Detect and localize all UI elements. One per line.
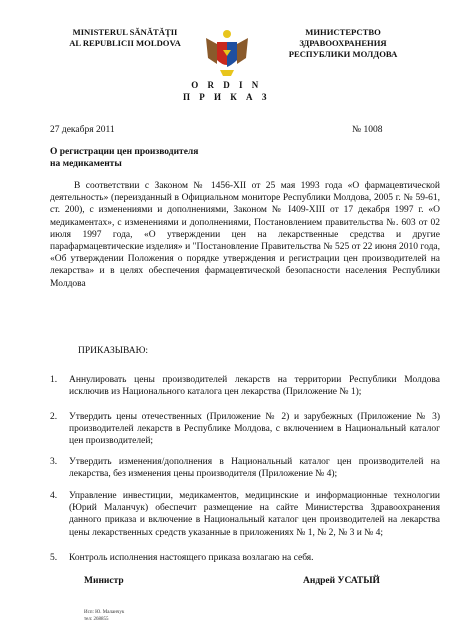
title-prikaz: П Р И К А З [182, 92, 271, 102]
document-date: 27 декабря 2011 [50, 125, 115, 135]
order-item [50, 490, 440, 539]
order-item [50, 456, 440, 480]
title-ordin: O R D I N [191, 80, 262, 90]
item-text: Контроль исполнения настоящего приказа возлагаю на себя. [69, 553, 314, 563]
header-ministry-ru [268, 27, 418, 60]
item-number: 4. [50, 491, 58, 501]
item-number: 2. [50, 412, 58, 422]
subject-line2: на медикаменты [50, 159, 122, 169]
item-number: 1. [50, 375, 58, 385]
item-number: 5. [50, 553, 58, 563]
order-item [50, 374, 440, 398]
order-item [50, 411, 440, 448]
subject-line1: О регистрации цен производителя [50, 147, 199, 157]
footer-line1: Исп: Ю. Маланчук [84, 610, 125, 615]
signature-role: Министр [84, 576, 124, 586]
item-text: Аннулировать цены производителей лекарств на территории Республики Молдова исключив из Национального каталога цен лекарства (Приложение № 1); [69, 375, 440, 398]
document-subject [50, 146, 250, 170]
footer-executor [84, 610, 124, 623]
item-number: 3. [50, 457, 58, 467]
header-ministry-ro [55, 27, 195, 49]
item-text: Утвердить цены отечественных (Приложение № 2) и зарубежных (Приложение № 3) производителей лекарств в Республике Молдова, с включением в Национальный каталог цен производителей; [69, 412, 440, 447]
decree-word: ПРИКАЗЫВАЮ: [78, 346, 149, 356]
document-number: № 1008 [352, 125, 383, 135]
preamble-paragraph: В соответствии с Законом № 1456-XII от 25 мая 1993 года «О фармацевтической деятельность» (переизданный в Официальном мониторе Республики Молдова, 2005 г. № 59-61, ст. 200), с изменениями и дополнениями, Законом № I409-XIII от 17 декабря 1997 г. «О медикаментах», с изменениями и дополнениями, Постановлением правительства №. 603 от 02 июля 1997 года, «О утверждении цен на лекарственные средства и другие парафармацевтические изделия» и "Постановление Правительства № 525 от 22 июня 2010 года, «Об утверждении Положения о порядке утверждения и регистрации цен производителей на лекарства» и в целях обеспечения фармацевтической безопасности населения Республики Молдова [50, 181, 440, 289]
header-ru-line1: МИНИСТЕРСТВО [305, 27, 381, 37]
signature-name: Андрей УСАТЫЙ [303, 576, 380, 586]
footer-line2: тел: 268855 [84, 616, 109, 622]
item-text: Утвердить изменения/дополнения в Национальный каталог цен производителей на лекарства, без изменения цены производителя (Приложение № 4); [69, 457, 440, 480]
item-text: Управление инвестиции, медикаментов, медицинские и информационные технологии (Юрий Маланчук) обеспечит размещение на сайте Министерства Здравоохранения данного приказа и включение в Национальный каталог цен производителей на лекарства цены лекарственных средств указанные в приложениях № 1, № 2, № 3 и № 4; [69, 491, 440, 538]
header-ru-line3: РЕСПУБЛИКИ МОЛДОВА [288, 49, 398, 59]
header-ro-line1: MINISTERUL SĂNĂTĂŢII [72, 27, 178, 37]
header-ru-line2: ЗДРАВООХРАНЕНИЯ [299, 38, 387, 48]
moldova-coat-of-arms-icon [202, 24, 252, 80]
order-item [50, 552, 440, 564]
header-ro-line2: AL REPUBLICII MOLDOVA [69, 38, 181, 48]
